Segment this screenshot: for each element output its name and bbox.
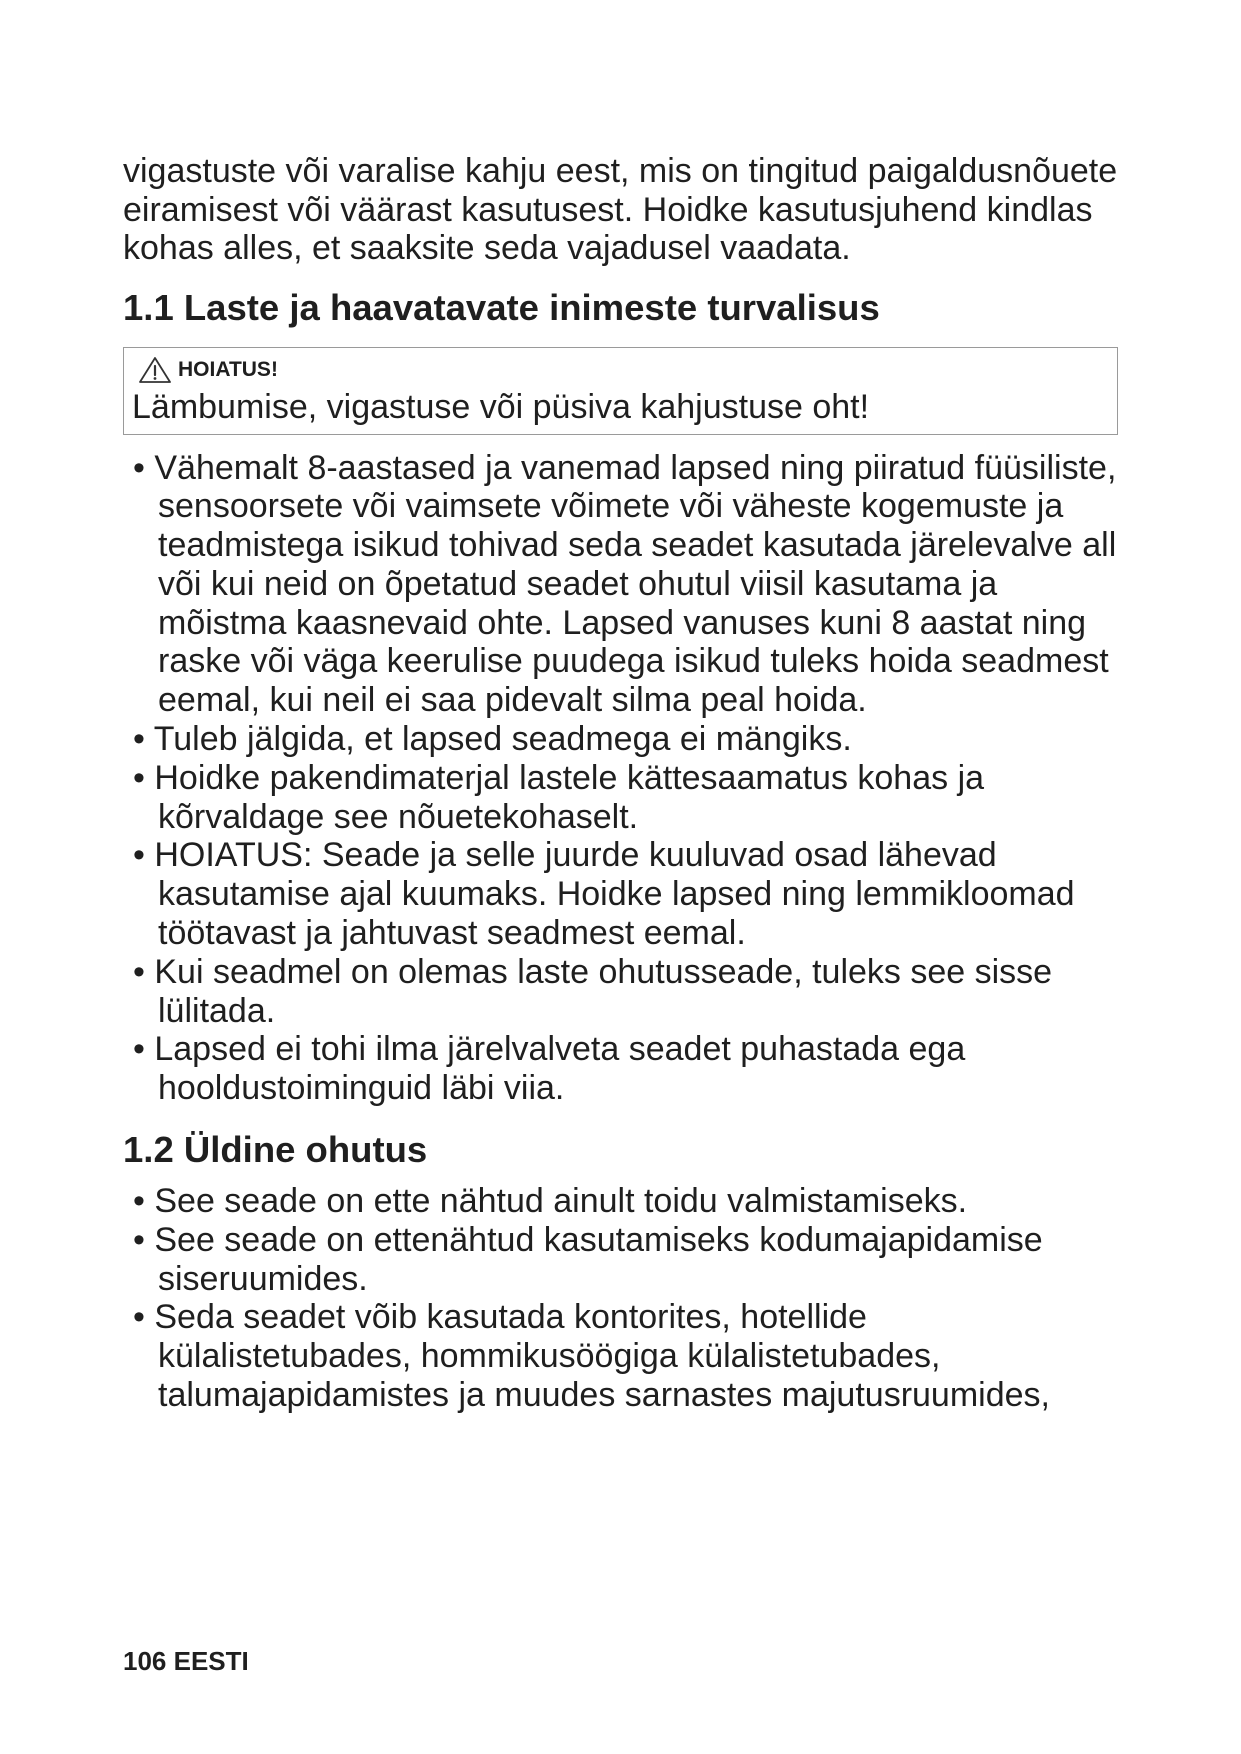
section-1-2-title: 1.2 Üldine ohutus: [123, 1129, 428, 1171]
warning-box: [123, 347, 1118, 435]
list-item: • Kui seadmel on olemas laste ohutusseade, tuleks see sisse lülitada.: [133, 952, 1053, 1030]
list-item: • See seade on ette nähtud ainult toidu valmistamiseks.: [133, 1182, 968, 1221]
intro-paragraph: vigastuste või varalise kahju eest, mis on tingitud paigaldusnõuete eiramisest või väärast kasutusest. Hoidke kasutusjuhend kindlas kohas alles, et saaksite seda vajadusel vaadata.: [123, 152, 1118, 267]
page-content: [123, 152, 1118, 1415]
list-item: • Lapsed ei tohi ilma järelvalveta seadet puhastada ega hooldustoiminguid läbi viia.: [133, 1030, 966, 1108]
list-item: • Tuleb jälgida, et lapsed seadmega ei mängiks.: [133, 720, 852, 759]
list-item: • See seade on ettenähtud kasutamiseks kodumajapidamise siseruumides.: [133, 1220, 1043, 1298]
warning-label: HOIATUS!: [178, 357, 278, 381]
list-item: • Hoidke pakendimaterjal lastele kättesaamatus kohas ja kõrvaldage see nõuetekohaselt.: [133, 758, 985, 836]
section-1-1-title: 1.1 Laste ja haavatavate inimeste turvalisus: [123, 286, 880, 328]
list-item: • Vähemalt 8-aastased ja vanemad lapsed ning piiratud füüsiliste, sensoorsete või vaimsete võimete või väheste kogemuste ja teadmistega isikud tohivad seda seadet kasutada järelevalve all või kui neid on õpetatud seadet ohutul viisil kasutama ja mõistma kaasnevaid ohte. Lapsed vanuses kuni 8 aastat ning raske või väga keerulise puudega isikud tuleks hoida seadmest eemal, kui neil ei saa pidevalt silma peal hoida.: [133, 448, 1117, 720]
warning-header: [132, 356, 1110, 384]
list-item: • Seda seadet võib kasutada kontorites, hotellide külalistetubades, hommikusöögiga külalistetubades, talumajapidamistes ja muudes sarnastes majutusruumides,: [133, 1298, 1050, 1415]
page-footer: 106 EESTI: [123, 1646, 249, 1676]
section-1-1-list: [123, 449, 1118, 1109]
warning-text: Lämbumise, vigastuse või püsiva kahjustuse oht!: [132, 387, 870, 426]
warning-triangle-icon: [138, 356, 172, 384]
list-item: • HOIATUS: Seade ja selle juurde kuuluvad osad lähevad kasutamise ajal kuumaks. Hoidke lapsed ning lemmikloomad töötavast ja jahtuvast seadmest eemal.: [133, 836, 1075, 953]
section-1-2-list: [123, 1182, 1118, 1415]
